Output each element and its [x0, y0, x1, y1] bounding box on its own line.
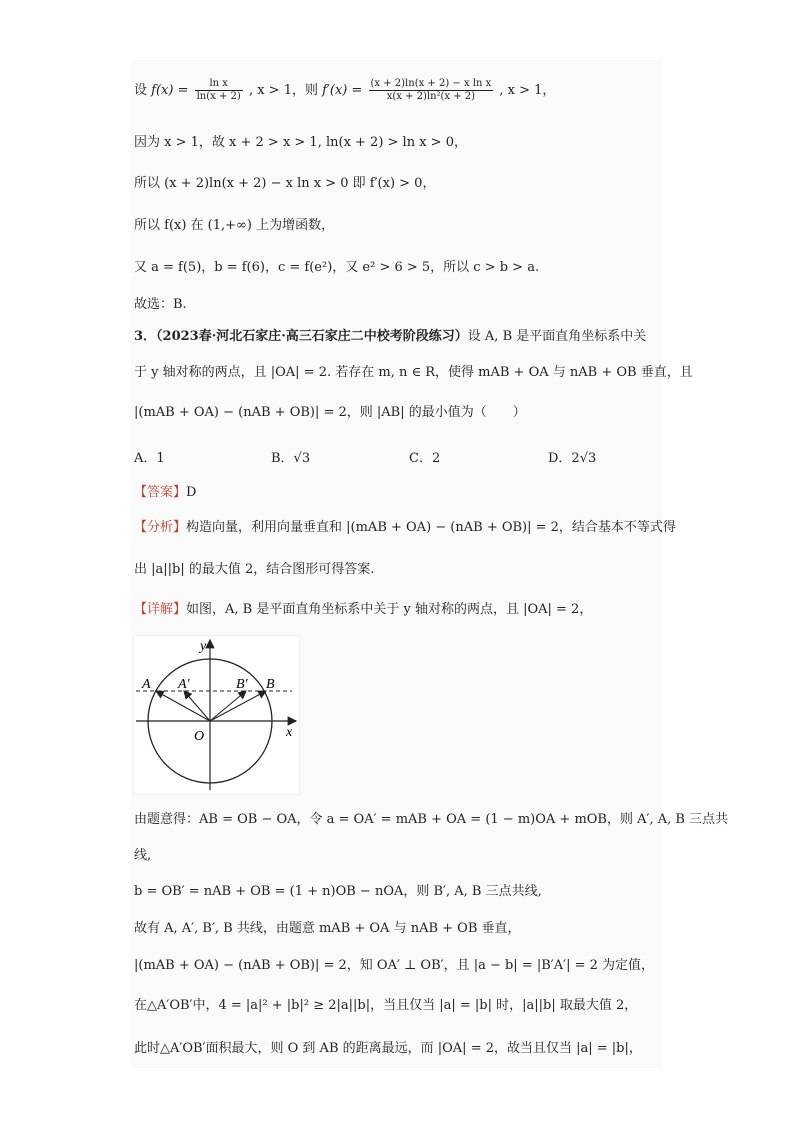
choice-a: A．1 — [134, 451, 165, 466]
solution-line-6: 在△A′OB′中，4 = |a|² + |b|² ≥ 2|a||b|，当且仅当 |a| = |b| 时，|a||b| 取最大值 2， — [134, 998, 638, 1013]
solution-line-1: 由题意得：AB = OB − OA，令 a = OA′ = mAB + OA = (1 − m)OA + mOB，则 A′, A, B 三点共 — [134, 812, 729, 827]
solution-line-4: 故有 A, A′, B′, B 共线，由题意 mAB + OA 与 nAB + OB 垂直， — [134, 921, 521, 936]
solution-line-5: |(mAB + OA) − (nAB + OB)| = 2，知 OA′ ⊥ OB′，且 |a − b| = |B′A′| = 2 为定值， — [134, 958, 655, 973]
line-3: 所以 (x + 2)ln(x + 2) − x ln x > 0 即 f′(x) > 0， — [134, 176, 436, 191]
choice-d: D．2√3 — [548, 451, 597, 466]
question-text-3: |(mAB + OA) − (nAB + OB)| = 2，则 |AB| 的最小值为（ ） — [134, 405, 526, 420]
question-text-1: 设 A, B 是平面直角坐标系中关 — [467, 329, 647, 344]
detail-line — [134, 601, 592, 619]
fraction-1-den: ln(x + 2) — [196, 91, 241, 102]
question-text-2: 于 y 轴对称的两点，且 |OA| = 2. 若存在 m, n ∈ R，使得 mAB + OA 与 nAB + OB 垂直，且 — [134, 365, 693, 380]
line-5: 又 a = f(5)，b = f(6)，c = f(e²)，又 e² > 6 > 5，所以 c > b > a. — [134, 260, 540, 275]
line-1 — [134, 78, 555, 103]
answer-value: D — [186, 485, 197, 500]
condition-1: , x > 1，则 — [248, 83, 318, 98]
line-6: 故选：B. — [134, 297, 187, 312]
question-source: （2023春·河北石家庄·高三石家庄二中校考阶段练习） — [156, 329, 468, 344]
label-a-prime: A′ — [178, 677, 190, 692]
label-a: A — [142, 677, 151, 692]
analysis-line-1 — [134, 519, 676, 537]
label-b-prime: B′ — [236, 677, 248, 692]
line-1-prefix: 设 — [134, 83, 148, 98]
line-2: 因为 x > 1，故 x + 2 > x > 1, ln(x + 2) > ln x > 0， — [134, 135, 467, 150]
fpx-label: f′(x) = — [322, 83, 363, 98]
detail-label: 【详解】 — [134, 602, 187, 617]
label-o: O — [194, 729, 205, 744]
figure-svg — [134, 636, 299, 794]
vector-oa — [156, 691, 210, 721]
fraction-2 — [369, 78, 494, 103]
solution-line-3: b = OB′ = nAB + OB = (1 + n)OB − nOA，则 B′, A, B 三点共线, — [134, 884, 542, 899]
analysis-text-1: 构造向量，利用向量垂直和 |(mAB + OA) − (nAB + OB)| = 2，结合基本不等式得 — [186, 520, 676, 535]
vector-figure — [133, 635, 300, 795]
vector-ob — [210, 691, 266, 721]
solution-line-2: 线, — [134, 848, 152, 863]
label-b: B — [266, 677, 275, 692]
answer-label: 【答案】 — [134, 485, 187, 500]
fraction-1-num: ln x — [195, 78, 243, 91]
fraction-2-num: (x + 2)ln(x + 2) − x ln x — [370, 78, 492, 89]
detail-text: 如图，A, B 是平面直角坐标系中关于 y 轴对称的两点，且 |OA| = 2， — [186, 602, 593, 617]
fraction-1 — [195, 78, 243, 103]
choice-b: B．√3 — [271, 451, 311, 466]
label-y: y — [200, 639, 207, 654]
condition-2: , x > 1， — [499, 83, 556, 98]
fx-label: f(x) = — [151, 83, 189, 98]
analysis-label: 【分析】 — [134, 520, 187, 535]
solution-line-7: 此时△A′OB′面积最大，则 O 到 AB 的距离最远，而 |OA| = 2，故当且仅当 |a| = |b|， — [134, 1041, 642, 1056]
answer-line — [134, 484, 196, 502]
vector-ob-prime — [210, 691, 246, 721]
choice-c: C．2 — [409, 451, 441, 466]
line-4: 所以 f(x) 在 (1,+∞) 上为增函数， — [134, 218, 335, 233]
question-number: 3． — [134, 329, 157, 344]
fraction-2-den: x(x + 2)ln²(x + 2) — [386, 91, 476, 102]
label-x: x — [286, 725, 293, 740]
vector-oa-prime — [184, 691, 210, 721]
question-3-header — [134, 328, 646, 346]
analysis-line-2: 出 |a||b| 的最大值 2，结合图形可得答案. — [134, 562, 375, 577]
